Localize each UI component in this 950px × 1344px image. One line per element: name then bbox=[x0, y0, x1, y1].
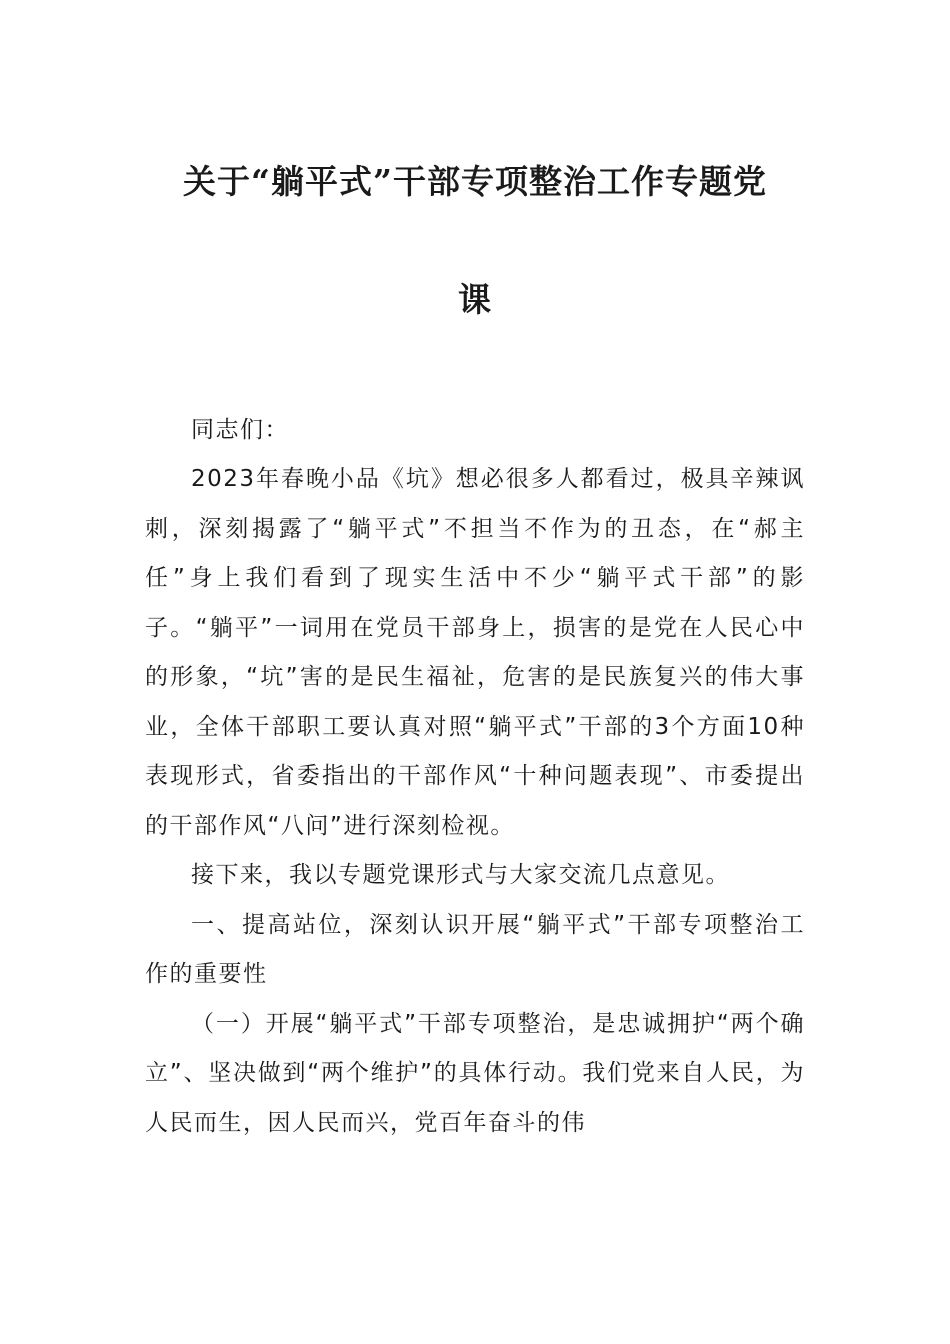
section-heading-1: 一、提高站位，深刻认识开展“躺平式”干部专项整治工作的重要性 bbox=[145, 911, 805, 987]
document-title-line-1: 关于“躺平式”干部专项整治工作专题党 bbox=[183, 162, 767, 201]
paragraph-intro: 2023年春晚小品《坑》想必很多人都看过，极具辛辣讽刺，深刻揭露了“躺平式”不担当不作为的丑态，在“郝主任”身上我们看到了现实生活中不少“躺平式干部”的影子。“躺平”一词用在党员干部身上，损害的是党在人民心中的形象，“坑”害的是民生福祉，危害的是民族复兴的伟大事业，全体干部职工要认真对照“躺平式”干部的3个方面10种表现形式，省委指出的干部作风“十种问题表现”、市委提出的干部作风“八问”进行深刻检视。 bbox=[145, 466, 805, 839]
paragraph-transition: 接下来，我以专题党课形式与大家交流几点意见。 bbox=[191, 862, 730, 888]
document-body bbox=[145, 455, 805, 1148]
salutation-text: 同志们： bbox=[191, 417, 289, 443]
subsection-paragraph-1: （一）开展“躺平式”干部专项整治，是忠诚拥护“两个确立”、坚决做到“两个维护”的具体行动。我们党来自人民，为人民而生，因人民而兴，党百年奋斗的伟 bbox=[145, 1010, 805, 1136]
document-title-line-2: 课 bbox=[458, 280, 492, 319]
salutation bbox=[145, 406, 805, 456]
